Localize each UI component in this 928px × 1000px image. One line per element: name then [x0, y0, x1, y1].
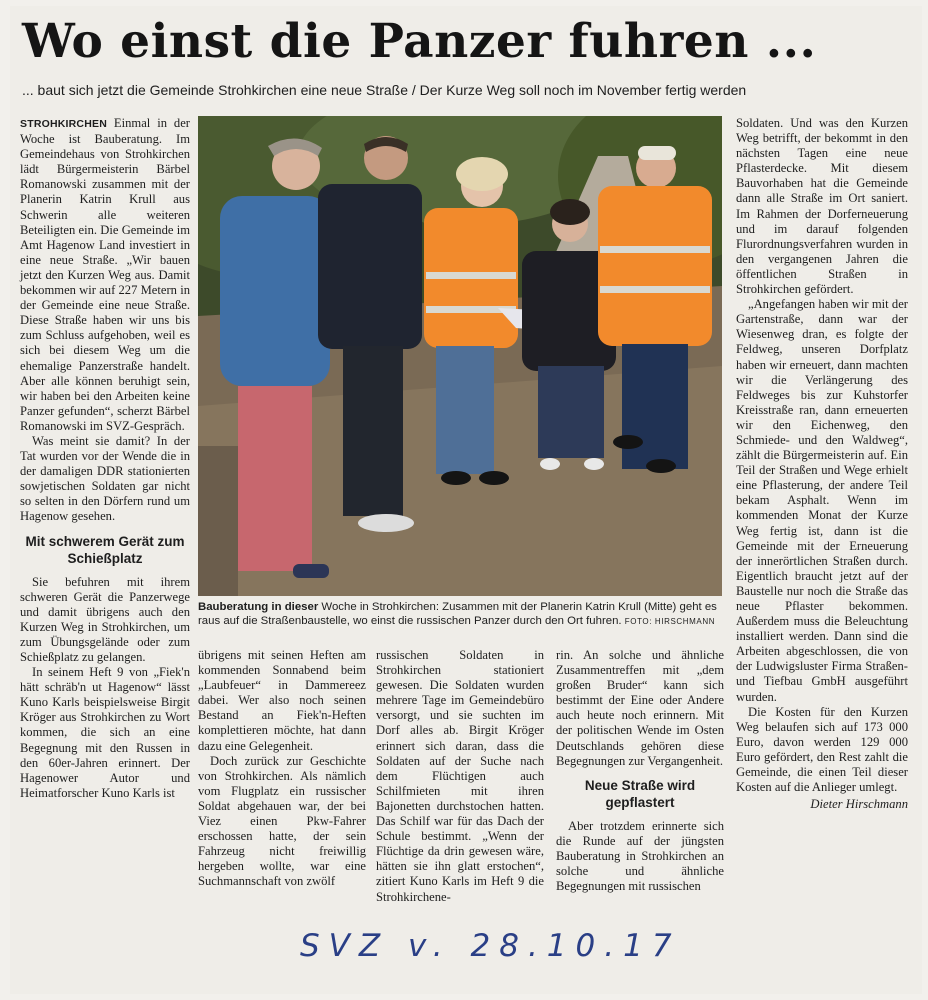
- handwritten-source-note: SVZ v. 28.10.17: [300, 928, 681, 964]
- author-byline: Dieter Hirschmann: [810, 797, 908, 812]
- paragraph: [20, 116, 190, 434]
- section-subheadline: Neue Straße wird gepflastert: [584, 777, 696, 810]
- article-photo: [198, 116, 722, 596]
- article-column-2: [198, 648, 366, 890]
- paragraph: „Angefangen haben wir mit der Gartenstraße, dann war der Wiesenweg dran, es folgte der Feldweg, unseren Dorfplatz haben wir erneuert, dann machten wir die Verlängerung des Feldweges bis zur Kuhstorfer Kreisstraße ran, dann erneuerten wir den Eichenweg, den Schmiede- und den Waldweg“, zählt die Bürgermeisterin auf. Ein Teil der Straßen und Wege erhielt eine Pflasterung, der andere Teil bekam Asphalt. Wenn im kommenden Monat der Kurze Weg fertig ist, dann ist die Gemeinde mit der Erneuerung der innerörtlichen Straßen durch. Eigentlich braucht jetzt auf der Baustelle nur noch die Straße das neue Pflaster bekommen. Außerdem muss die Beleuchtung installiert werden. Dann sind die Arbeiten abgeschlossen, die von der Ludwigsluster Firma Straßen- und Tiefbau GmbH ausgeführt wurden.: [736, 297, 908, 704]
- article-column-5: [736, 116, 908, 812]
- paragraph: Doch zurück zur Geschichte von Strohkirchen. Als nämlich vom Flugplatz ein russischer Soldat abgehauen war, der bei Viez einen Pkw-Fahrer erschossen hatte, der sein Fahrzeug nicht freiwillig hergeben wollte, war eine Suchmannschaft von zwölf: [198, 753, 366, 889]
- paragraph: In seinem Heft 9 von „Fiek'n hätt schräb'n ut Hagenow“ lässt Kuno Karls beispielsweise Birgit Kröger aus Strohkirchen zu Wort kommen, die sich an eine Begegnung mit den Russen in den 60er-Jahren erinnert. Der Hagenower Autor und Heimatforscher Kuno Karls ist: [20, 665, 190, 800]
- caption-lead: Bauberatung in dieser: [198, 601, 319, 613]
- paragraph: Soldaten. Und was den Kurzen Weg betrifft, der bekommt in den nächsten Tagen eine neue Pflasterdecke. Mit diesem Bauvorhaben hat die Gemeinde dann alle Straße im Ort saniert. Im Rahmen der Dorferneuerung und im darauf folgenden Flurordnungsverfahren wurden in den vergangenen Jahren die öffentlichen Straßen in Strohkirchen gefördert.: [736, 116, 908, 297]
- paragraph: Aber trotzdem erinnerte sich die Runde auf der jüngsten Bauberatung in Strohkirchen an solche und ähnliche Begegnungen mit russischen: [556, 818, 724, 894]
- paragraph: russischen Soldaten in Strohkirchen stationiert gewesen. Die Soldaten wurden mehrere Tage im Gemeindebüro versorgt, und sie suchten im Dorf alles ab. Birgit Kröger erinnert sich daran, dass die Soldaten auf der Suche nach dem Flüchtigen auch Schilfmieten mit ihren Bajonetten durchstochen hatten. Das Schilf war für das Dach der Schule bestimmt. „Wenn der Flüchtige da drin gewesen wäre, hätten sie ihn glatt erstochen“, zitiert Kuno Karls im Heft 9 die Strohkirchene-: [376, 648, 544, 904]
- article-column-3: [376, 648, 544, 905]
- photo-caption: [198, 600, 724, 629]
- caption-text: Woche in Strohkirchen: Zusammen mit der Planerin Katrin Krull (Mitte) geht es raus auf die Straßenbaustelle, wo einst die russischen Panzer durch den Ort fuhren.: [198, 601, 717, 627]
- article-column-4: [556, 648, 724, 894]
- paragraph: rin. An solche und ähnliche Zusammentreffen mit „dem großen Bruder“ kann sich bestimmt der Eine oder Andere auch heute noch erinnern. Mit der politischen Wende im Osten Deutschlands gehören diese Begegnungen zur Vergangenheit.: [556, 648, 724, 768]
- paragraph: Sie befuhren mit ihrem schweren Gerät die Panzerwege und damit übrigens auch den Kurzen Weg in Strohkirchen, um zum Übungsgelände oder zum Schießplatz zu gelangen.: [20, 574, 190, 664]
- paragraph: Was meint sie damit? In der Tat wurden vor der Wende die in der damaligen DDR stationierten sowjetischen Soldaten gar nicht so selten in den Dörfern rund um Hagenow gesehen.: [20, 433, 190, 524]
- article-column-1: [20, 116, 190, 801]
- construction-site-photo: [198, 116, 722, 596]
- headline: Wo einst die Panzer fuhren ...: [22, 14, 817, 69]
- paragraph-text: Einmal in der Woche ist Bauberatung. Im Gemeindehaus von Strohkirchen lädt Bürgermeisterin Bärbel Romanowski zusammen mit der Planerin Katrin Krull aus Schwerin alle weiteren Beteiligten ein. Die Gemeinde im Amt Hagenow Land investiert in eine neue Straße. „Wir bauen jetzt den Kurzen Weg aus. Damit bekommen wir auf 227 Metern in der Gemeinde eine neue Straße. Diese Straße haben wir uns bis zum Schluss aufgehoben, weil es sich bei diesem Weg um die ehemalige Panzerstraße handelt. Aber alle können beruhigt sein, wir haben bei den Arbeiten keine Panzer gefunden“, scherzt Bärbel Romanowski im SVZ-Gespräch.: [20, 116, 190, 433]
- photo-credit: FOTO: HIRSCHMANN: [624, 617, 716, 626]
- paragraph: übrigens mit seinen Heften am kommenden Sonnabend beim „Laubfeuer“ in Dammereez dabei. Wer also noch seinen Bestand an Fiek'n-Heften komplettieren möchte, hat dann dazu eine Gelegenheit.: [198, 648, 366, 753]
- dateline: STROHKIRCHEN: [20, 118, 107, 130]
- section-subheadline: Mit schwerem Gerät zum Schießplatz: [25, 533, 185, 566]
- paragraph: Die Kosten für den Kurzen Weg belaufen sich auf 173 000 Euro, davon werden 129 000 Euro gefördert, den Rest zahlt die Gemeinde, die einen Teil dieser Kosten auf die Anlieger umlegt.: [736, 704, 908, 795]
- subheadline: ... baut sich jetzt die Gemeinde Strohkirchen eine neue Straße / Der Kurze Weg soll noch im November fertig werden: [22, 82, 747, 98]
